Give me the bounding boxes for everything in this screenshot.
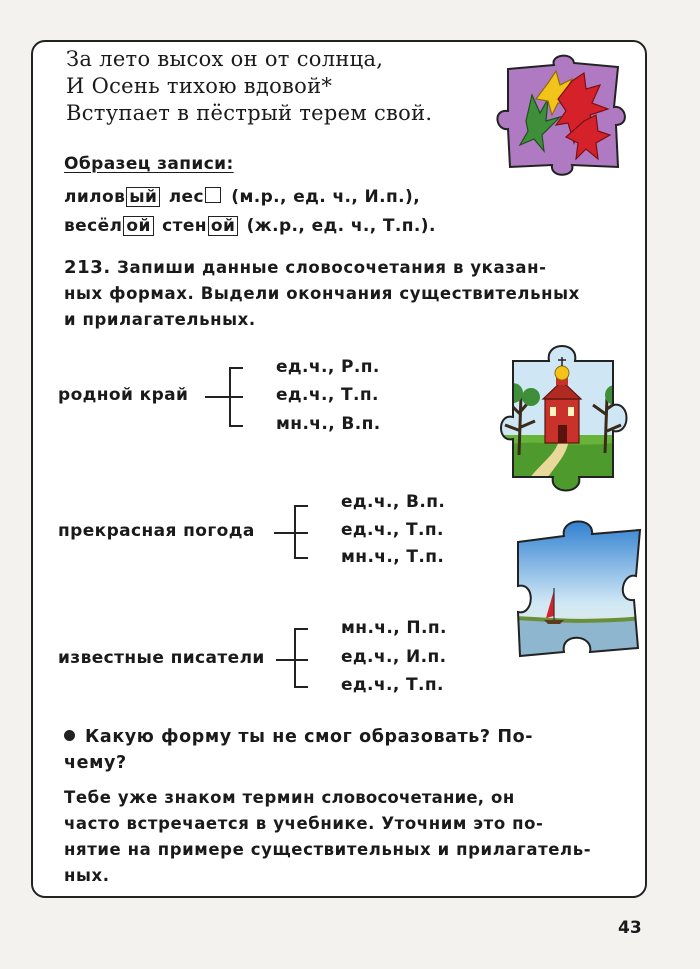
phrase-prekrasnaya-pogoda: прекрасная погода (58, 521, 255, 541)
form-label: ед.ч., Т.п. (276, 385, 379, 405)
question-line-2: чему? (64, 753, 127, 773)
form-label: мн.ч., П.п. (341, 618, 447, 638)
sample-heading: Образец записи: (64, 154, 234, 174)
sample-row-1 (64, 187, 420, 207)
form-label: ед.ч., Т.п. (341, 520, 444, 540)
null-ending-box (205, 187, 221, 203)
form-label: ед.ч., И.п. (341, 647, 447, 667)
noun-stem: стен (162, 216, 207, 236)
grammar-note: (м.р., ед. ч., И.п.), (231, 187, 421, 207)
adjective-stem: лилов (64, 187, 126, 207)
noun-stem: лес (168, 187, 204, 207)
form-label: мн.ч., Т.п. (341, 547, 445, 567)
key-term: словосочетание (321, 788, 478, 807)
ending-box: ый (126, 187, 160, 207)
form-label: ед.ч., Р.п. (276, 357, 380, 377)
bracket-tick (229, 425, 243, 427)
poem-line: Вступает в пёстрый терем свой. (66, 101, 433, 125)
question-text: Какую форму ты не смог образовать? По- (85, 727, 534, 747)
bracket-tick (294, 532, 308, 534)
autumn-leaves-puzzle-illustration (486, 55, 636, 175)
church-landscape-puzzle-illustration (497, 335, 637, 500)
sample-row-2 (64, 216, 436, 236)
bracket-tick (294, 686, 308, 688)
form-label: мн.ч., В.п. (276, 414, 381, 434)
info-line-3: нятие на примере существительных и прилагатель- (64, 840, 592, 859)
phrase-rodnoy-kray: родной край (58, 385, 189, 405)
bracket-tick (294, 659, 308, 661)
poem (66, 46, 432, 127)
bracket-tick (294, 505, 308, 507)
bracket-tick (229, 396, 243, 398)
info-line-1 (64, 785, 515, 810)
ending-box: ой (208, 216, 238, 236)
bracket-stem (205, 396, 229, 398)
grammar-note: (ж.р., ед. ч., Т.п.). (246, 216, 436, 236)
exercise-number: 213. (64, 257, 111, 278)
bracket-stem (274, 532, 294, 534)
exercise-line-3: и прилагательных. (64, 310, 256, 329)
question-line-1 (64, 725, 533, 750)
poem-line: За лето высох он от солнца, (66, 47, 384, 71)
info-text: , он (477, 788, 515, 807)
ending-box: ой (123, 216, 153, 236)
bullet-icon (64, 730, 75, 741)
info-line-2: часто встречается в учебнике. Уточним это по- (64, 814, 544, 833)
bracket-stem (276, 659, 294, 661)
bracket-tick (229, 367, 243, 369)
adjective-stem: весёл (64, 216, 123, 236)
bracket (294, 628, 296, 686)
phrase-izvestnye-pisateli: известные писатели (58, 648, 265, 668)
info-text: Тебе уже знаком термин (64, 788, 322, 807)
bracket (294, 505, 296, 557)
exercise-line-2: ных формах. Выдели окончания существительных (64, 284, 580, 303)
form-label: ед.ч., В.п. (341, 492, 446, 512)
bracket-tick (294, 628, 308, 630)
sailboat-sea-puzzle-illustration (494, 520, 644, 670)
form-label: ед.ч., Т.п. (341, 675, 444, 695)
poem-line: И Осень тихою вдовой* (66, 74, 333, 98)
page-number: 43 (618, 918, 642, 938)
exercise-line-1 (64, 255, 547, 280)
exercise-instruction: Запиши данные словосочетания в указан- (117, 258, 547, 277)
info-line-4: ных. (64, 866, 110, 885)
bracket-tick (294, 557, 308, 559)
